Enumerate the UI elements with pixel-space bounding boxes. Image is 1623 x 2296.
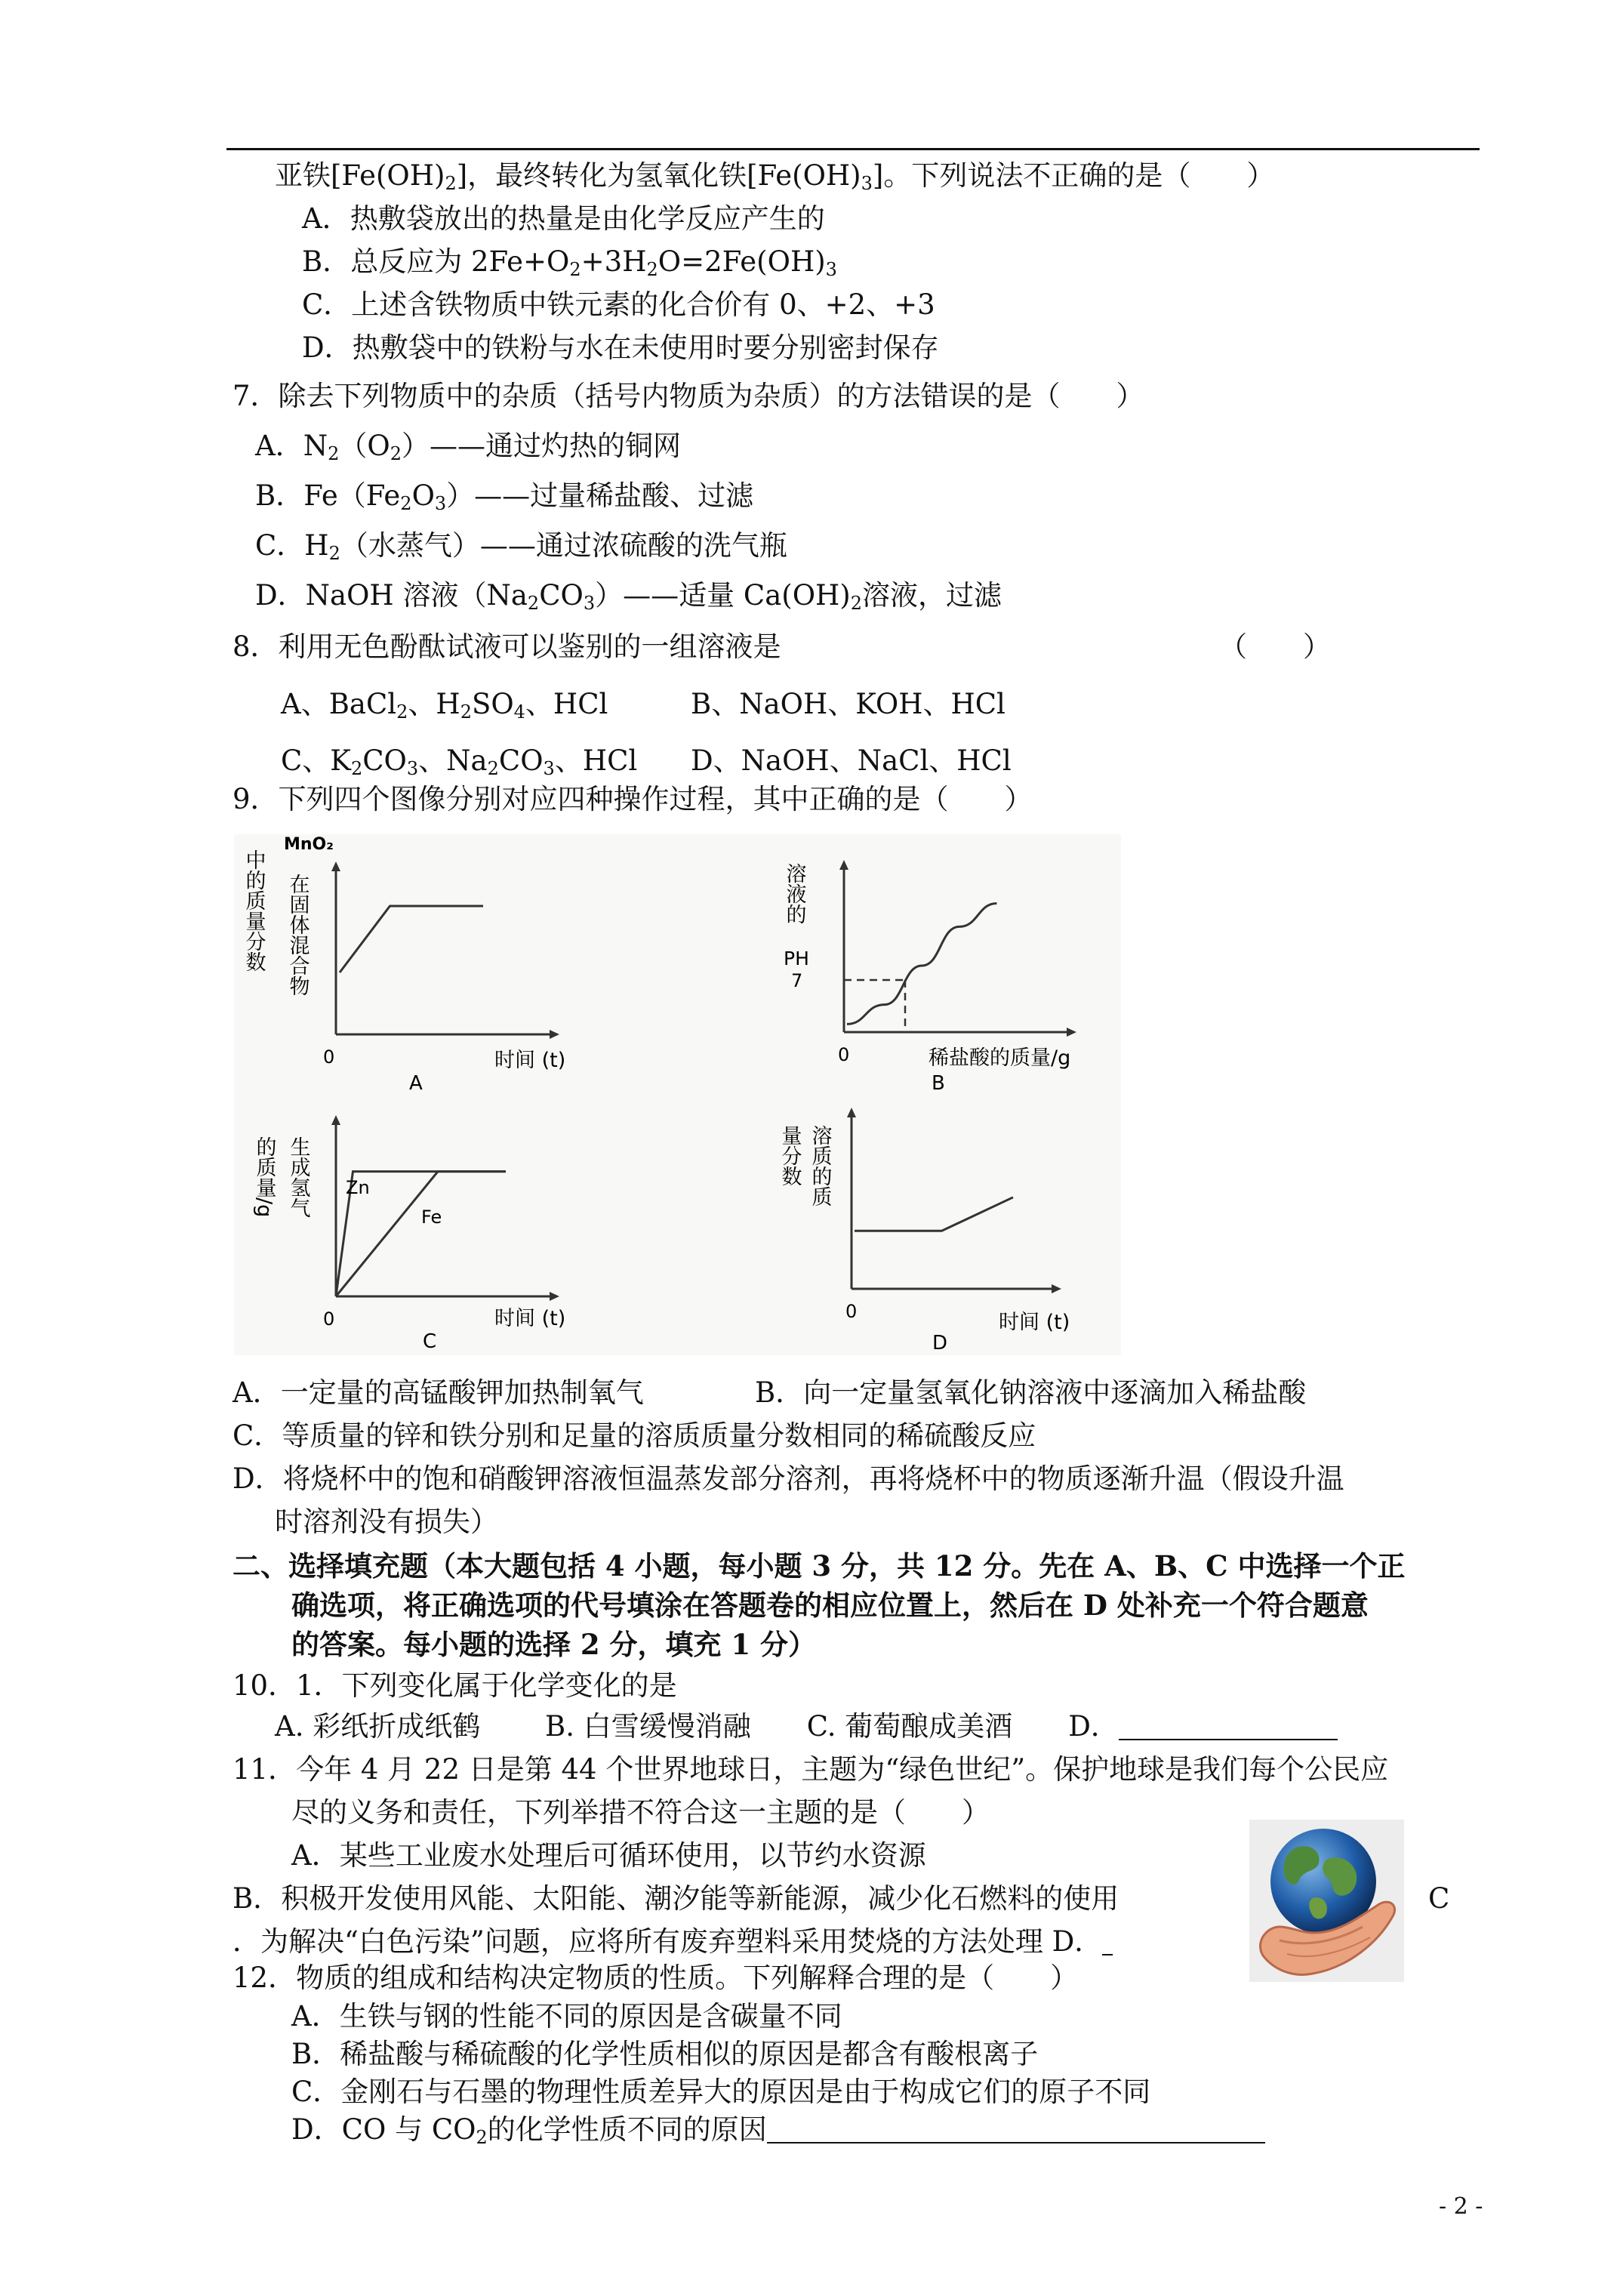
earth-in-hand-image xyxy=(1249,1820,1404,1982)
q9-graphs-svg xyxy=(234,834,1121,1355)
q11-option-b: B．积极开发使用风能、太阳能、潮汐能等新能源，减少化石燃料的使用 xyxy=(233,1882,1119,1915)
q11-stem-line2: 尽的义务和责任，下列举措不符合这一主题的是（ ） xyxy=(291,1796,990,1829)
q11-option-c-letter: C xyxy=(1428,1882,1450,1915)
graph-a-ylabel-inner: 在固体混合物 xyxy=(285,874,310,996)
section2-heading-line3: 的答案。每小题的选择 2 分，填充 1 分） xyxy=(291,1628,817,1661)
q10-answer-blank[interactable] xyxy=(1119,1710,1338,1740)
q12-option-a: A．生铁与钢的性能不同的原因是含碳量不同 xyxy=(291,2000,842,2032)
q6-option-a: A．热敷袋放出的热量是由化学反应产生的 xyxy=(302,202,825,235)
q7-option-d: D．NaOH 溶液$(Na_2CO_3)——$适量 $Ca(OH)_2$溶液，过滤 xyxy=(255,579,1002,614)
graph-c xyxy=(253,1120,566,1353)
graph-c-fe-label: Fe xyxy=(421,1207,442,1228)
q6-option-b: B．总反应为 $2Fe+O_2+3H_2O=2Fe(OH)_3$ xyxy=(302,245,837,280)
q12-stem: 12．物质的组成和结构决定物质的性质。下列解释合理的是（ ） xyxy=(233,1962,1079,1994)
graph-c-zn-label: Zn xyxy=(346,1177,370,1198)
q9-option-c: C．等质量的锌和铁分别和足量的溶质质量分数相同的稀硫酸反应 xyxy=(233,1419,1036,1452)
graph-b-ylabel: 溶液的 xyxy=(782,863,806,924)
q12-option-d: D．CO 与 $CO_2$的化学性质不同的原因 xyxy=(291,2111,1265,2149)
graph-a-origin: 0 xyxy=(323,1046,335,1068)
q7-option-c: C．$H_2$（水蒸气）——通过浓硫酸的洗气瓶 xyxy=(255,529,787,564)
graph-b-curve xyxy=(847,903,996,1024)
graph-a-xlabel: 时间 (t) xyxy=(494,1049,566,1072)
section2-heading-line2: 确选项，将正确选项的代号填涂在答题卷的相应位置上，然后在 D 处补充一个符合题意 xyxy=(291,1589,1369,1622)
earth-in-hand-svg xyxy=(1249,1820,1404,1982)
q9-graphs-figure xyxy=(234,834,1121,1355)
q11-option-c: ．为解决“白色污染”问题，应将所有废弃塑料采用焚烧的方法处理 D． xyxy=(233,1923,1113,1961)
q8-option-c: C、$K_2CO_3$、$Na_2CO_3$、HCl xyxy=(281,744,638,779)
graph-d-letter: D xyxy=(932,1332,948,1354)
q8-answer-paren: （ ） xyxy=(1219,630,1331,663)
q6-stem-continuation: 亚铁$[Fe(OH)_2]$，最终转化为氢氧化铁$[Fe(OH)_3]$。下列说法不正确的是（ ） xyxy=(275,159,1275,194)
graph-c-ylabel-inner: 生成氢气 xyxy=(286,1136,310,1218)
graph-c-letter: C xyxy=(423,1330,437,1353)
graph-b-xlabel: 稀盐酸的质量/g xyxy=(929,1046,1071,1070)
graph-c-origin: 0 xyxy=(323,1308,335,1330)
q8-option-b: B、NaOH、KOH、HCl xyxy=(691,688,1006,720)
q9-option-b: B．向一定量氢氧化钠溶液中逐滴加入稀盐酸 xyxy=(755,1376,1307,1409)
q7-option-b: B．$Fe(Fe_2O_3)——$过量稀盐酸、过滤 xyxy=(255,479,754,514)
q11-stem-line1: 11．今年 4 月 22 日是第 44 个世界地球日，主题为“绿色世纪”。保护地球是我们每个公民应 xyxy=(233,1753,1389,1786)
q10-stem: 10．1．下列变化属于化学变化的是 xyxy=(233,1669,677,1702)
q10-options: A. 彩纸折成纸鹤 B. 白雪缓慢消融 C. 葡萄酿成美酒 D． xyxy=(275,1708,1338,1746)
q9-option-d-line2: 时溶剂没有损失） xyxy=(275,1505,498,1538)
header-rule xyxy=(226,148,1480,150)
q7-stem: 7．除去下列物质中的杂质（括号内物质为杂质）的方法错误的是（ ） xyxy=(233,380,1144,412)
graph-b-ph: PH xyxy=(784,948,809,969)
page-number: - 2 - xyxy=(1439,2193,1483,2220)
q12-answer-blank[interactable] xyxy=(767,2113,1265,2143)
q9-stem: 9．下列四个图像分别对应四种操作过程，其中正确的是（ ） xyxy=(233,783,1033,815)
graph-c-xlabel: 时间 (t) xyxy=(494,1307,566,1330)
graph-d-xlabel: 时间 (t) xyxy=(999,1311,1070,1334)
q11-answer-blank[interactable] xyxy=(1102,1925,1113,1955)
q12-option-c: C．金刚石与石墨的物理性质差异大的原因是由于构成它们的原子不同 xyxy=(291,2076,1151,2108)
graph-d-ylabel-inner: 溶质的质 xyxy=(808,1125,832,1207)
section2-heading-line1: 二、选择填充题（本大题包括 4 小题，每小题 3 分，共 12 分。先在 A、B、C 中选择一个正 xyxy=(233,1549,1406,1583)
q11-option-a: A．某些工业废水处理后可循环使用，以节约水资源 xyxy=(291,1839,926,1872)
graph-d-curve xyxy=(855,1197,1013,1231)
graph-b-seven: 7 xyxy=(791,970,803,991)
graph-b xyxy=(783,863,1073,1095)
q6-option-d: D．热敷袋中的铁粉与水在未使用时要分别密封保存 xyxy=(302,331,939,364)
graph-a-ylabel-outer: 中的质量分数 xyxy=(242,849,266,972)
q9-option-a: A．一定量的高锰酸钾加热制氧气 xyxy=(233,1376,644,1409)
graph-a-ylabel-mno2: MnO₂ xyxy=(284,835,334,854)
graph-a-letter: A xyxy=(409,1072,423,1095)
graph-a-curve xyxy=(340,906,483,972)
graph-d-ylabel-outer: 量分数 xyxy=(778,1125,802,1186)
q6-option-c: C．上述含铁物质中铁元素的化合价有 0、+2、+3 xyxy=(302,288,935,321)
graph-d-origin: 0 xyxy=(845,1301,858,1322)
graph-d xyxy=(778,1112,1070,1354)
q9-option-d-line1: D．将烧杯中的饱和硝酸钾溶液恒温蒸发部分溶剂，再将烧杯中的物质逐渐升温（假设升温 xyxy=(233,1462,1344,1495)
graph-b-origin: 0 xyxy=(838,1044,850,1065)
q8-stem: 8．利用无色酚酞试液可以鉴别的一组溶液是 xyxy=(233,630,781,663)
graph-b-letter: B xyxy=(932,1072,945,1095)
q12-option-b: B．稀盐酸与稀硫酸的化学性质相似的原因是都含有酸根离子 xyxy=(291,2038,1039,2070)
graph-c-ylabel-outer: 的质量/g xyxy=(252,1136,276,1218)
q7-option-a: A．$N_2(O_2)——$通过灼热的铜网 xyxy=(255,430,682,464)
q8-option-d: D、NaOH、NaCl、HCl xyxy=(691,744,1012,777)
q8-option-a: A、BaCl$_2$、$H_2SO_4$、HCl xyxy=(281,688,608,723)
graph-a xyxy=(242,835,566,1095)
